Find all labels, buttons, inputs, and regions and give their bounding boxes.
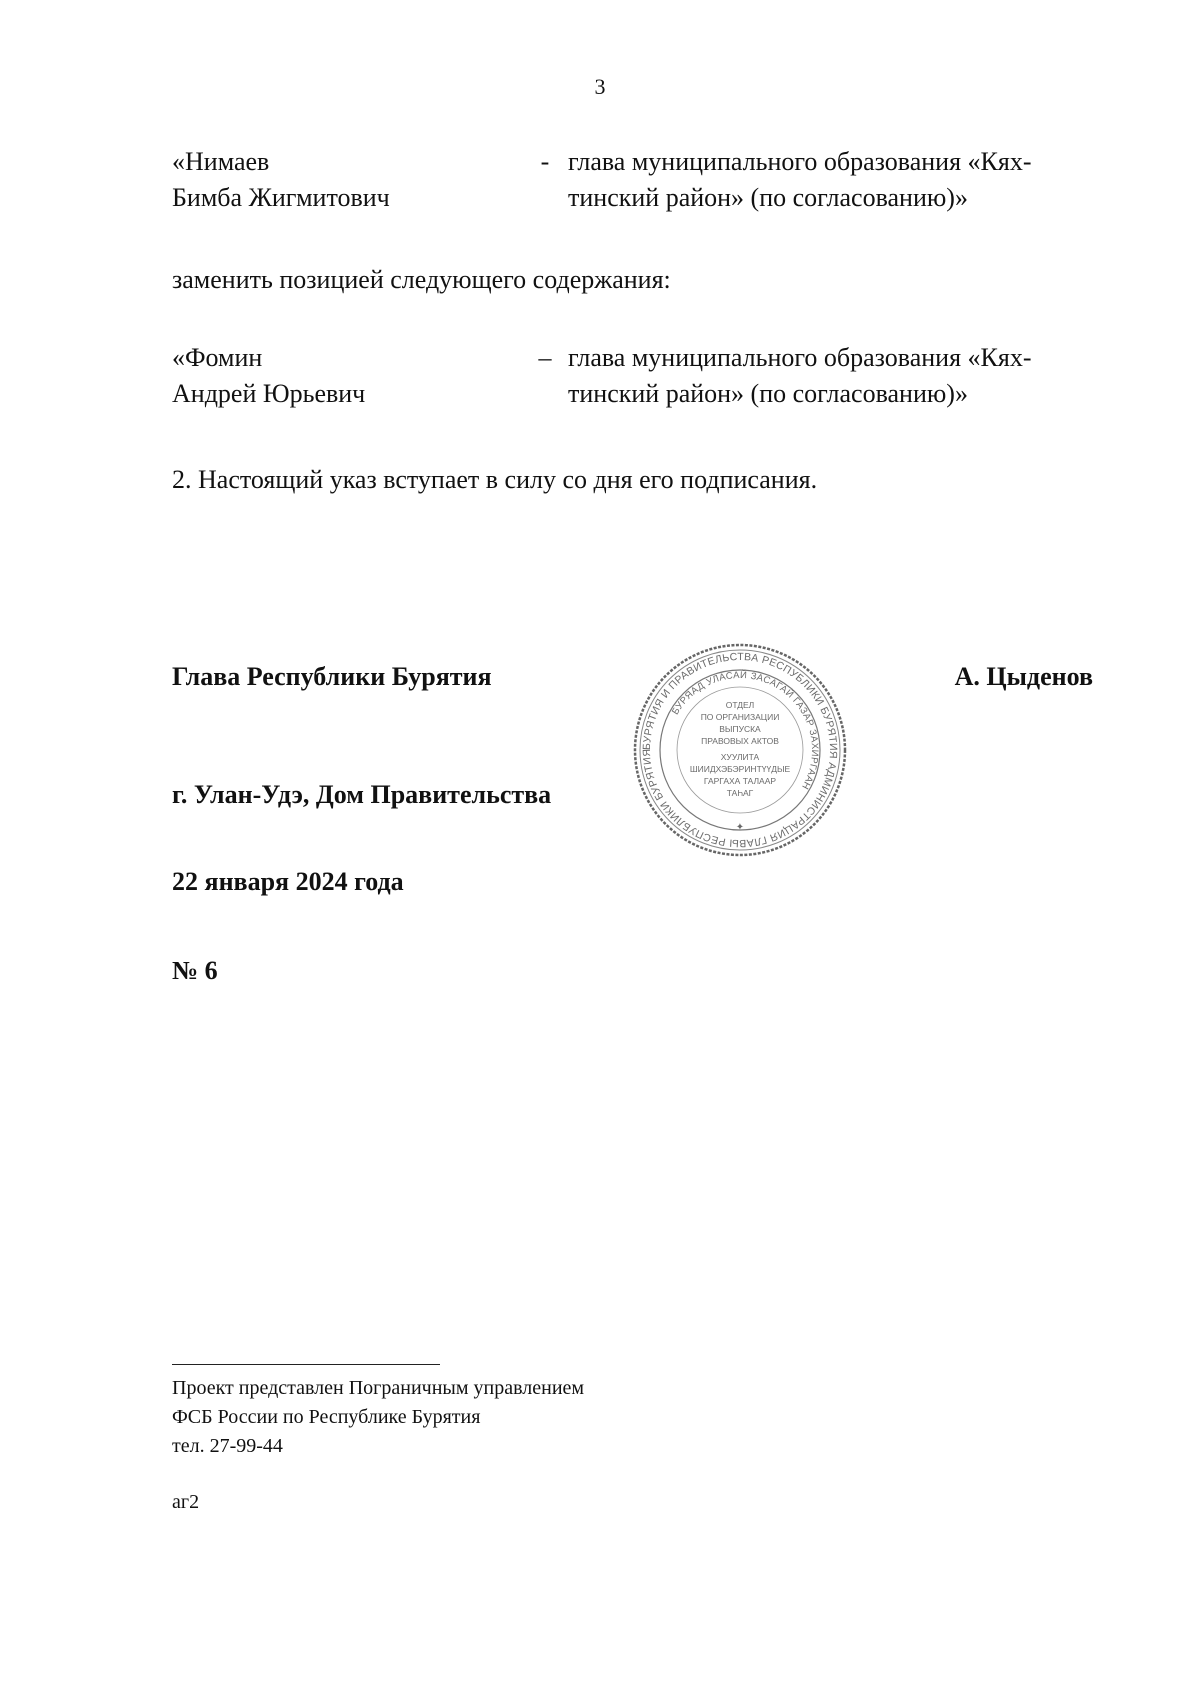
old-person-position: глава муниципального образования «Кях- тинский район» (по согласованию)» — [568, 147, 1032, 212]
replace-instruction: заменить позицией следующего содержания: — [172, 265, 671, 294]
official-seal — [630, 640, 850, 860]
signatory-position: Глава Республики Бурятия — [172, 662, 492, 691]
svg-text:ХУУЛИТА: ХУУЛИТА — [720, 752, 760, 762]
footer-divider — [172, 1364, 440, 1365]
seal-star-icon: ✦ — [735, 822, 745, 833]
page-number: 3 — [594, 74, 606, 99]
footer-line-2: ФСБ России по Республике Бурятия — [172, 1406, 481, 1428]
new-person-surname: «Фомин — [172, 343, 263, 372]
svg-text:ТАҺАГ: ТАҺАГ — [726, 788, 754, 798]
document-number: № 6 — [172, 956, 218, 985]
new-entry-dash: – — [538, 343, 552, 372]
old-person-name — [172, 144, 532, 216]
svg-text:ОТДЕЛ: ОТДЕЛ — [725, 700, 755, 710]
seal-outer-text: БУРЯТИЯ И ПРАВИТЕЛЬСТВА РЕСПУБЛИКИ БУРЯТИЯ АДМИНИСТРАЦИЯ ГЛАВЫ РЕСПУБЛИКИ БУРЯТИЯ — [640, 650, 840, 850]
signing-date: 22 января 2024 года — [172, 867, 404, 896]
new-person-position: глава муниципального образования «Кях- тинский район» (по согласованию)» — [568, 343, 1032, 408]
new-person-given-names: Андрей Юрьевич — [172, 379, 366, 408]
footer-phone: тел. 27-99-44 — [172, 1435, 283, 1457]
signatory-name: А. Цыденов — [954, 662, 1093, 691]
footer-code: аг2 — [172, 1491, 200, 1513]
svg-text:ГАРГАХА ТАЛААР: ГАРГАХА ТАЛААР — [703, 776, 777, 786]
new-person-name — [172, 340, 532, 412]
svg-text:ПРАВОВЫХ АКТОВ: ПРАВОВЫХ АКТОВ — [701, 736, 779, 746]
old-person-given-names: Бимба Жигмитович — [172, 183, 390, 212]
old-person-surname: «Нимаев — [172, 147, 270, 176]
svg-text:ВЫПУСКА: ВЫПУСКА — [719, 724, 761, 734]
old-entry-dash: - — [540, 147, 550, 176]
footer-line-1: Проект представлен Пограничным управлением — [172, 1377, 585, 1399]
footer-note — [172, 1374, 584, 1461]
seal-inner-arc-text: БУРЯАД УЛАСАЙ ЗАСАГАЙ ГАЗАР ЗАХИРГААН — [669, 669, 821, 792]
svg-text:ПО ОРГАНИЗАЦИИ: ПО ОРГАНИЗАЦИИ — [700, 712, 780, 722]
clause-2: 2. Настоящий указ вступает в силу со дня его подписания. — [172, 465, 818, 494]
signing-place: г. Улан-Удэ, Дом Правительства — [172, 780, 552, 809]
svg-text:ШИИДХЭБЭРИНТҮҮДЫЕ: ШИИДХЭБЭРИНТҮҮДЫЕ — [689, 764, 791, 774]
seal-graphic — [630, 640, 850, 860]
